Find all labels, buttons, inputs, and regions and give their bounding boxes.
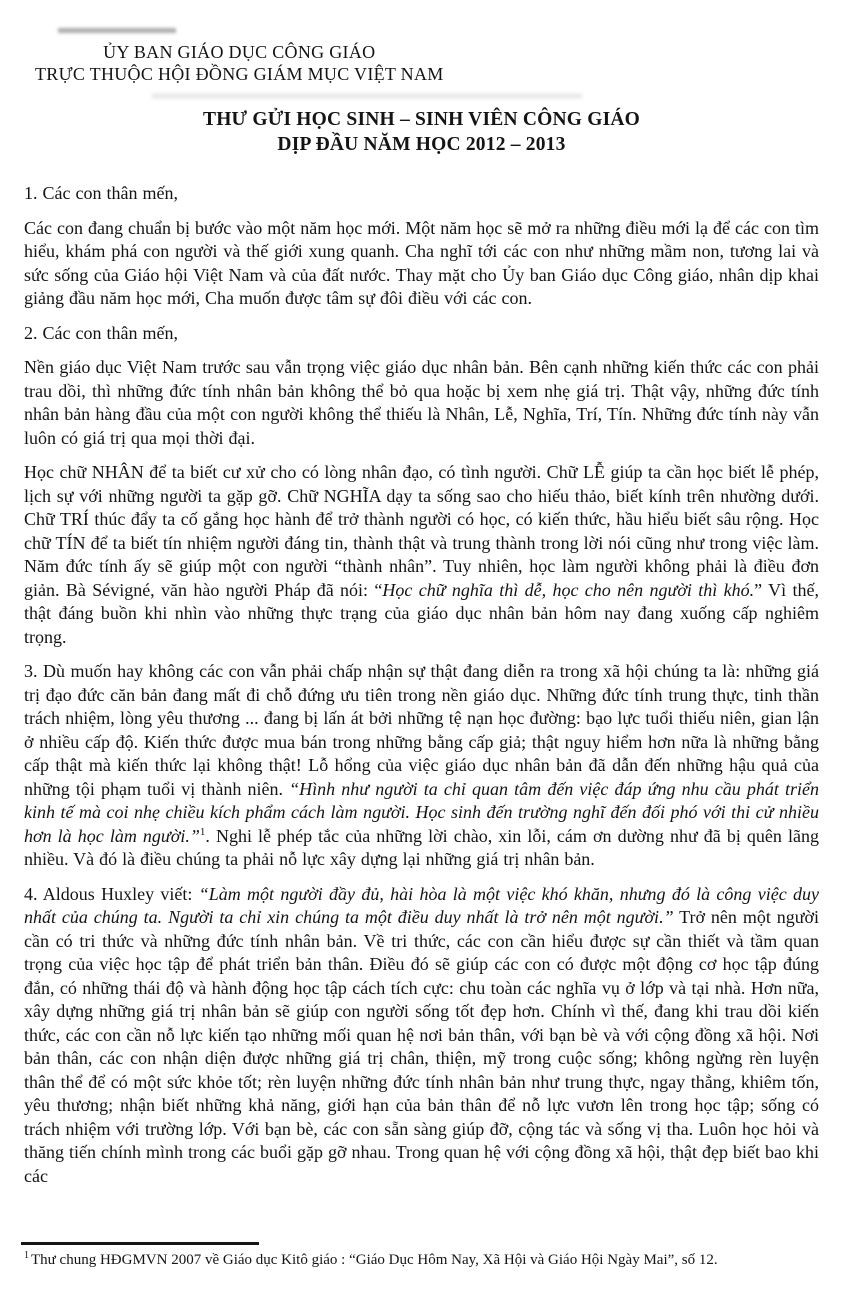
section-2-paragraph-2 bbox=[24, 461, 819, 649]
section-3-paragraph bbox=[24, 660, 819, 872]
section-4-paragraph bbox=[24, 883, 819, 1189]
text-run: 1. Các con thân mến, bbox=[24, 183, 178, 203]
section-2-heading bbox=[24, 322, 819, 346]
document-title bbox=[24, 107, 819, 157]
text-run: . Nghi lễ phép tắc của những lời chào, xin lỗi, cám ơn dường như đã bị quên lãng nhiều. Và đó là điều chúng ta phải nỗ lực xây dựng lại những giá trị nhân bản. bbox=[24, 825, 819, 869]
section-2-paragraph-1 bbox=[24, 356, 819, 450]
letterhead-affiliation: TRỰC THUỘC HỘI ĐỒNG GIÁM MỤC VIỆT NAM bbox=[35, 63, 444, 84]
letterhead bbox=[35, 42, 444, 85]
footnote-marker: 1 bbox=[24, 1250, 29, 1261]
footnote bbox=[24, 1250, 816, 1270]
text-run: Học chữ NHÂN để ta biết cư xử cho có lòng nhân đạo, có tình người. Chữ LỄ giúp ta cần học biết lễ phép, lịch sự với những người ta gặp gỡ. Chữ NGHĨA dạy ta sống sao cho hiếu thảo, biết kính trên nhường dưới. Chữ TRÍ thúc đẩy ta cố gắng học hành để trở thành người có học, có kiến thức, hầu hiểu biết sâu rộng. Học chữ TÍN để ta biết tín nhiệm người đáng tin, thành thật và trung thành trong lời nói cũng như trong việc làm. Năm đức tính ấy sẽ giúp một con người “thành nhân”. Tuy nhiên, học làm người không phải là điều đơn giản. Bà Sévigné, văn hào người Pháp đã nói: “ bbox=[24, 462, 819, 600]
section-1-paragraph bbox=[24, 217, 819, 311]
scan-streak-artifact bbox=[152, 94, 582, 98]
footnote-text: Thư chung HĐGMVN 2007 về Giáo dục Kitô giáo : “Giáo Dục Hôm Nay, Xã Hội và Giáo Hội Ngày Mai”, số 12. bbox=[31, 1252, 718, 1268]
section-1-heading bbox=[24, 182, 819, 206]
document-title-line1: THƯ GỬI HỌC SINH – SINH VIÊN CÔNG GIÁO bbox=[202, 109, 641, 130]
footnote-separator bbox=[21, 1242, 259, 1245]
text-run: 3. Dù muốn hay không các con vẫn phải chấp nhận sự thật đang diễn ra trong xã hội chúng ta là: những giá trị đạo đức căn bản đang mất đi chỗ đứng ưu tiên trong nền giáo dục. Những đức tính trung thực, tinh thần trách nhiệm, lòng yêu thương ... đang bị lấn át bởi những tệ nạn học đường: bạo lực tuổi thiếu niên, gian lận ở nhiều cấp độ. Kiến thức được mua bán trong những bằng cấp giả; thật nguy hiểm hơn nữa là những bằng cấp thật mà kiến thức lại không thật! Lỗ hổng của việc giáo dục nhân bản đã dẫn đến những hậu quả của những tội phạm tuổi vị thành niên. bbox=[24, 661, 819, 799]
text-run: Các con đang chuẩn bị bước vào một năm học mới. Một năm học sẽ mở ra những điều mới lạ để các con tìm hiểu, khám phá con người và thế giới xung quanh. Cha nghĩ tới các con như những mầm non, tương lai và sức sống của Giáo hội Việt Nam và của đất nước. Thay mặt cho Ủy ban Giáo dục Công giáo, nhân dịp khai giảng đầu năm học mới, Cha muốn được tâm sự đôi điều với các con. bbox=[24, 217, 819, 308]
quoted-italic-text: Học chữ nghĩa thì dễ, học cho nên người thì khó. bbox=[382, 579, 755, 600]
text-run: ” Vì thế, thật đáng buồn khi nhìn vào những thực trạng của giáo dục nhân bản hôm nay đang xuống cấp nghiêm trọng. bbox=[24, 579, 819, 647]
text-run: 4. Aldous Huxley viết: bbox=[24, 883, 199, 904]
footnote-reference: 1 bbox=[199, 825, 206, 838]
text-run: Nền giáo dục Việt Nam trước sau vẫn trọng việc giáo dục nhân bản. Bên cạnh những kiến thức các con phải trau dồi, thì những đức tính nhân bản không thể bỏ qua hoặc bị xem nhẹ giá trị. Thật vậy, những đức tính nhân bản hàng đầu của một con người không thể thiếu là Nhân, Lễ, Nghĩa, Trí, Tín. Những đức tính này vẫn luôn có giá trị qua mọi thời đại. bbox=[24, 357, 819, 448]
quoted-italic-text: “Hình như người ta chỉ quan tâm đến việc đáp ứng nhu cầu phát triển kinh tế mà coi nhẹ chiều kích phẩm cách làm người. Học sinh đến trường nghĩ đến đối phó với thi cử nhiều hơn là học làm người.” bbox=[24, 778, 819, 846]
letter-body bbox=[24, 182, 819, 1240]
scan-streak-artifact bbox=[58, 28, 176, 33]
quoted-italic-text: “Làm một người đầy đủ, hài hòa là một việc khó khăn, nhưng đó là công việc duy nhất của chúng ta. Người ta chỉ xin chúng ta một điều duy nhất là trở nên một người.” bbox=[24, 883, 819, 927]
document-title-line2: DỊP ĐẦU NĂM HỌC 2012 – 2013 bbox=[277, 134, 566, 155]
text-run: 2. Các con thân mến, bbox=[24, 322, 178, 343]
text-run: Trở nên một người cần có tri thức và những đức tính nhân bản. Về tri thức, các con cần hiểu được sự cần thiết và tầm quan trọng của việc học tập để phát triển bản thân. Điều đó sẽ giúp các con có được một động cơ học tập đúng đắn, có những thái độ và hành động học tập cách tích cực: chu toàn các nghĩa vụ ở lớp và tại nhà. Hơn nữa, xây dựng những giá trị nhân bản sẽ giúp con người sống tốt đẹp hơn. Chính vì thế, đang khi trau dồi kiến thức, các con cần nỗ lực kiến tạo những mối quan hệ nơi bản thân, với bạn bè và với cộng đồng xã hội. Nơi bản thân, các con nhận diện được những giá trị chân, thiện, mỹ trong cuộc sống; không ngừng rèn luyện thân thể để có một sức khỏe tốt; rèn luyện những đức tính nhân bản như trung thực, ngay thẳng, khiêm tốn, yêu thương; nhận biết những khả năng, giới hạn của bản thân để nỗ lực vươn lên trong học tập; sống có trách nhiệm với trường lớp. Với bạn bè, các con sẵn sàng giúp đỡ, cộng tác và sống vị tha. Luôn học hỏi và thăng tiến chính mình trong các buổi gặp gỡ nhau. Trong quan hệ với cộng đồng xã hội, thật đẹp biết bao khi các bbox=[24, 907, 819, 1186]
letterhead-organization: ỦY BAN GIÁO DỤC CÔNG GIÁO bbox=[103, 42, 376, 62]
